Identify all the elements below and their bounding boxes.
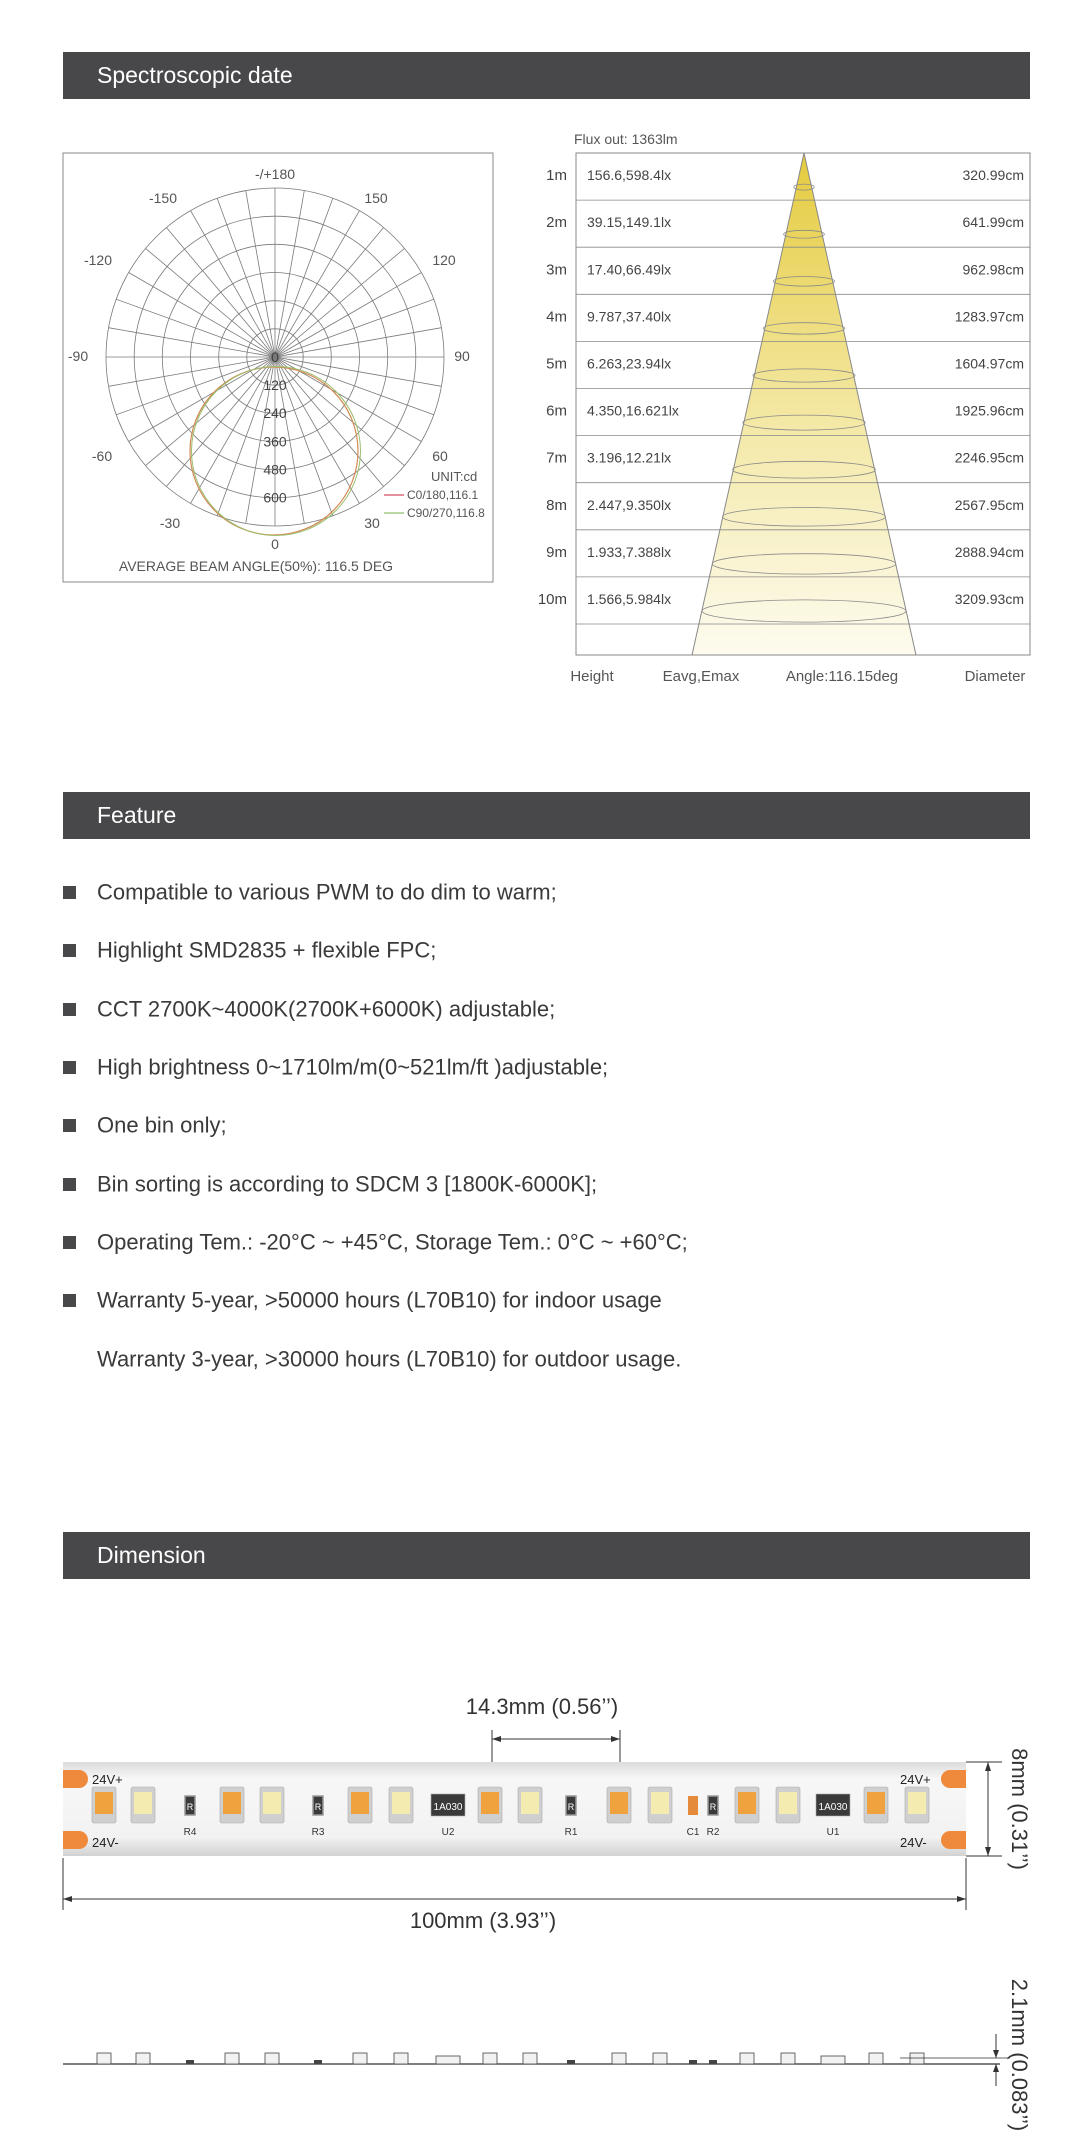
side-profile-components [97,2053,924,2064]
arrowhead [993,2050,999,2058]
side-capacitor [689,2060,697,2064]
polar-angle-label: -150 [148,190,178,206]
bullet-square-icon [63,1294,76,1307]
section-title: Feature [97,802,177,828]
polar-radial-label: 120 [263,377,287,394]
row-height-label: 6m [546,402,567,420]
row-eavg-value: 17.40,66.49lx [587,261,672,278]
bullet-square-icon [63,1061,76,1074]
led-chip-phosphor [351,1792,369,1814]
row-eavg-value: 9.787,37.40lx [587,308,672,325]
led-chip-phosphor [481,1792,499,1814]
side-led [523,2053,537,2064]
unit-label: UNIT:cd [431,469,478,484]
row-height-label: 7m [546,449,567,467]
pad-label-top-right: 24V+ [900,1772,931,1787]
polar-radial-label: 360 [263,433,287,450]
row-eavg-value: 4.350,16.621lx [587,402,679,419]
side-led [653,2053,667,2064]
row-diameter-value: 2567.95cm [954,496,1024,513]
led-chip-phosphor [223,1792,241,1814]
light-cone [692,153,916,655]
resistor-mark: R [567,1802,575,1812]
section-title: Spectroscopic date [97,62,293,88]
row-diameter-value: 1925.96cm [954,402,1024,419]
row-height-label: 1m [546,167,567,185]
led-chip-phosphor [95,1792,113,1814]
row-eavg-value: 1.933,7.388lx [587,543,672,560]
row-diameter-value: 2888.94cm [954,543,1024,560]
bullet-square-icon [63,886,76,899]
side-led [740,2053,754,2064]
row-diameter-value: 320.99cm [962,167,1024,184]
arrowhead [611,1736,620,1742]
row-eavg-value: 1.566,5.984lx [587,591,672,607]
polar-angle-label: -/+180 [254,166,296,182]
resistor-mark: R [186,1802,194,1812]
feature-text: Highlight SMD2835 + flexible FPC; [97,937,437,963]
feature-item [63,1157,1023,1215]
feature-text: Warranty 3-year, >30000 hours (L70B10) for outdoor usage. [97,1345,682,1371]
pitch-dimension-label: 14.3mm (0.56’’) [465,1694,619,1719]
polar-radial-label: 0 [271,349,279,365]
led-chip-phosphor [610,1792,628,1814]
side-resistor [709,2060,717,2064]
side-resistor [314,2060,322,2064]
arrowhead [492,1736,501,1742]
capacitor [688,1796,698,1815]
feature-item [63,1099,1023,1157]
side-led [910,2053,924,2064]
polar-radial-label: 240 [263,405,287,422]
arrowhead [993,2064,999,2072]
resistor-mark: R [709,1802,717,1812]
led-strip-dimension-drawing [0,1640,1082,2153]
row-height-label: 3m [546,261,567,279]
pad-label-top-left: 24V+ [92,1772,123,1787]
feature-text: One bin only; [97,1112,227,1138]
feature-text: Compatible to various PWM to do dim to warm; [97,879,557,905]
resistor-mark: R [314,1802,322,1812]
footer-angle-label: Angle:116.15deg [785,668,899,685]
polar-angle-label: -120 [83,252,113,268]
bullet-square-icon [63,1236,76,1249]
polar-angle-label: -30 [159,515,181,531]
row-eavg-value: 3.196,12.21lx [587,449,672,466]
row-height-label: 4m [546,308,567,326]
row-diameter-value: 3209.93cm [954,591,1024,607]
section-header-dimension [63,1532,1030,1579]
side-led [136,2053,150,2064]
led-chip-phosphor [392,1792,410,1814]
solder-pad [941,1770,966,1788]
row-eavg-value: 2.447,9.350lx [587,496,672,513]
component-label: R3 [311,1827,325,1838]
polar-light-distribution-diagram [0,0,1082,685]
led-chip-phosphor [908,1792,926,1814]
side-led [612,2053,626,2064]
side-resistor [186,2060,194,2064]
row-eavg-value: 156.6,598.4lx [587,167,672,184]
feature-text: Warranty 5-year, >50000 hours (L70B10) for indoor usage [97,1287,662,1313]
feature-item [63,1216,1023,1274]
width-dimension-label: 8mm (0.31’’) [1007,1748,1032,1870]
pad-label-bottom-right: 24V- [900,1835,927,1850]
feature-item [63,983,1023,1041]
polar-radial-label: 480 [263,461,287,478]
row-height-label: 8m [546,496,567,514]
polar-angle-label: 120 [432,252,456,268]
component-label: C1 [686,1827,700,1838]
row-height-label: 5m [546,355,567,373]
thickness-dimension-label: 2.1mm (0.083’’) [1007,1978,1032,2132]
bullet-square-icon [63,944,76,957]
arrowhead [985,1847,991,1856]
feature-item [63,866,1023,924]
legend-label-c0: C0/180,116.1 [407,488,479,502]
side-led [265,2053,279,2064]
feature-list [63,866,1023,1391]
flux-label: Flux out: 1363lm [574,131,678,147]
component-label: U1 [826,1827,840,1838]
row-height-label: 2m [546,214,567,232]
arrowhead [957,1896,966,1902]
polar-angle-label: 30 [364,515,380,531]
side-led [483,2053,497,2064]
arrowhead [985,1762,991,1771]
section-title: Dimension [97,1542,206,1568]
row-eavg-value: 39.15,149.1lx [587,214,672,231]
beam-angle-label: AVERAGE BEAM ANGLE(50%): 116.5 DEG [118,558,394,574]
feature-text: High brightness 0~1710lm/m(0~521lm/ft )adjustable; [97,1054,609,1080]
row-diameter-value: 2246.95cm [954,449,1024,466]
row-diameter-value: 1283.97cm [954,308,1024,325]
footer-diameter-label: Diameter [964,668,1026,685]
feature-item [63,1041,1023,1099]
polar-angle-label: -60 [91,448,113,464]
row-height-label: 9m [546,543,567,561]
arrowhead [63,1896,72,1902]
legend-label-c90: C90/270,116.8 [407,506,485,520]
led-chip-phosphor [651,1792,669,1814]
led-chip-phosphor [867,1792,885,1814]
section-header-feature [63,792,1030,839]
component-label: R2 [706,1827,720,1838]
row-height-label: 10m [537,591,567,608]
feature-item [63,924,1023,982]
row-diameter-value: 641.99cm [962,214,1024,231]
footer-height-label: Height [570,668,614,685]
footer-eavg-label: Eavg,Emax [662,668,740,685]
feature-text: Operating Tem.: -20°C ~ +45°C, Storage Tem.: 0°C ~ +60°C; [97,1229,688,1255]
component-label: R1 [564,1827,578,1838]
side-led [353,2053,367,2064]
side-led [781,2053,795,2064]
feature-text: Bin sorting is according to SDCM 3 [1800K-6000K]; [97,1171,598,1197]
solder-pad [63,1770,88,1788]
bullet-square-icon [63,1178,76,1191]
feature-item [63,1274,1023,1332]
ic-mark: 1A030 [818,1802,848,1813]
led-chip-phosphor [521,1792,539,1814]
side-led [97,2053,111,2064]
led-chip-phosphor [738,1792,756,1814]
led-chip-phosphor [779,1792,797,1814]
side-resistor [567,2060,575,2064]
solder-pad [63,1831,88,1849]
polar-angle-label: 150 [364,190,388,206]
side-led [869,2053,883,2064]
row-eavg-value: 6.263,23.94lx [587,355,672,372]
pad-label-bottom-left: 24V- [92,1835,119,1850]
length-dimension-label: 100mm (3.93’’) [409,1908,557,1933]
side-ic [821,2056,845,2064]
polar-angle-label: 90 [454,348,470,364]
feature-item [63,1332,1023,1390]
feature-text: CCT 2700K~4000K(2700K+6000K) adjustable; [97,996,556,1022]
component-label: R4 [183,1827,197,1838]
polar-angle-label: 0 [271,536,279,552]
polar-angle-label: 60 [432,448,448,464]
component-label: U2 [441,1827,455,1838]
ic-mark: 1A030 [433,1802,463,1813]
polar-angle-label: -90 [67,348,89,364]
solder-pad [941,1831,966,1849]
side-ic [436,2056,460,2064]
led-chip-phosphor [134,1792,152,1814]
polar-radial-label: 600 [263,489,287,506]
led-chip-phosphor [263,1792,281,1814]
side-led [225,2053,239,2064]
bullet-square-icon [63,1003,76,1016]
row-diameter-value: 1604.97cm [954,355,1024,372]
side-led [394,2053,408,2064]
row-diameter-value: 962.98cm [962,261,1024,278]
bullet-square-icon [63,1119,76,1132]
